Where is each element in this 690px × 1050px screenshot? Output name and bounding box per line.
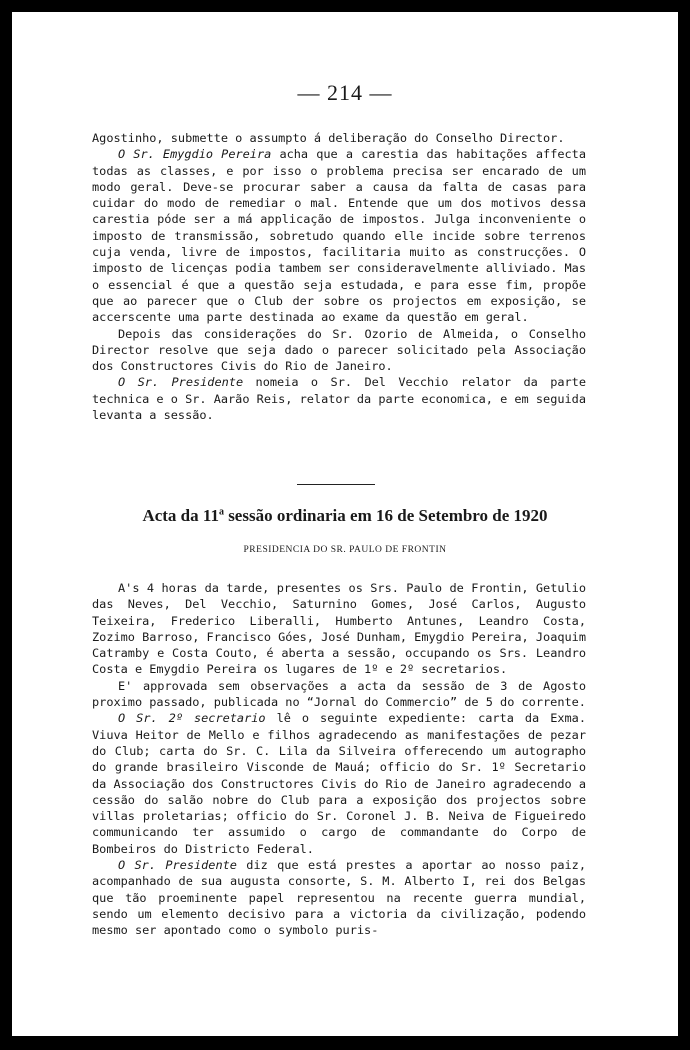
paragraph: O Sr. Presidente diz que está prestes a aportar ao nosso paiz, acompanhado de sua augusta consorte, S. M. Alberto I, rei dos Belgas que tão proeminente papel representou na recente guerra mundial, sendo um elemento decisivo para a victoria da civilização, podendo mesmo ser apontado como o symbolo puris- — [92, 858, 586, 938]
paragraph: O Sr. Emygdio Pereira acha que a carestia das habitações affecta todas as classes, e por isso o problema precisa ser encarado de um modo geral. Deve-se procurar saber a causa da falta de casas para cuidar do modo de remediar o mal. Entende que um dos motivos dessa carestia póde ser a má applicação de impostos. Julga inconveniente o imposto de transmissão, sobretudo quando elle incide sobre terrenos cuja venda, livre de impostos, facilitaria muito as construcções. O imposto de licenças podia tambem ser consideravelmente alliviado. Mas o essencial é que a questão seja estudada, e para esse fim, propõe que ao parecer que o Club der sobre os projectos em exposição, se accerscente uma parte destinada ao exame da questão em geral. — [92, 147, 587, 325]
paragraph: E' approvada sem observações a acta da sessão de 3 de Agosto proximo passado, publicada no “Jornal do Commercio” de 5 do corrente. — [92, 678, 586, 710]
presidency-subheading: PRESIDENCIA DO SR. PAULO DE FRONTIN — [243, 545, 447, 555]
minutes-continuation — [92, 130, 586, 423]
paragraph: Depois das considerações do Sr. Ozorio de Almeida, o Conselho Director resolve que seja dado o parecer solicitado pela Associação dos Constructores Civis do Rio de Janeiro. — [92, 326, 586, 374]
session-minutes — [92, 580, 586, 939]
page-number: — 214 — — [297, 80, 393, 105]
paragraph: A's 4 horas da tarde, presentes os Srs. Paulo de Frontin, Getulio das Neves, Del Vecchio, Saturnino Gomes, José Carlos, Augusto Teixeira, Frederico Liberalli, Humberto Antunes, Leandro Costa, Zozimo Barroso, Francisco Góes, José Dunham, Emygdio Pereira, Joaquim Catramby e Costa Couto, é aberta a sessão, occupando os Srs. Leandro Costa e Emygdio Pereira os lugares de 1º e 2º secretarios. — [92, 581, 586, 677]
speaker-name: O Sr. 2º secretario — [118, 711, 266, 726]
speaker-name: O Sr. Emygdio Pereira — [118, 147, 272, 162]
document-page — [12, 12, 678, 1036]
speaker-name: O Sr. Presidente — [118, 858, 237, 873]
paragraph: Agostinho, submette o assumpto á deliberação do Conselho Director. — [92, 131, 565, 145]
session-heading: Acta da 11$^a$ sessão ordinaria em 16 de Setembro de 1920 — [142, 506, 548, 525]
paragraph: O Sr. 2º secretario lê o seguinte expediente: carta da Exma. Viuva Heitor de Mello e filhos agradecendo as manifestações de pezar do Club; carta do Sr. C. Lila da Silveira offerecendo um autographo do grande brasileiro Visconde de Mauá; officio do Sr. 1º Secretario da Associação dos Constructores Civis do Rio de Janeiro agradecendo a cessão do salão nobre do Club para a exposição dos projectos sobre villas proletarias; officio do Sr. Coronel J. B. Neiva de Figueiredo communicando ter assumido o cargo de commandante do Corpo de Bombeiros do Districto Federal. — [92, 711, 586, 856]
section-divider — [297, 484, 375, 485]
paragraph: O Sr. Presidente nomeia o Sr. Del Vecchio relator da parte technica e o Sr. Aarão Reis, relator da parte economica, e em seguida levanta a sessão. — [92, 375, 587, 423]
speaker-name: O Sr. Presidente — [118, 375, 244, 390]
